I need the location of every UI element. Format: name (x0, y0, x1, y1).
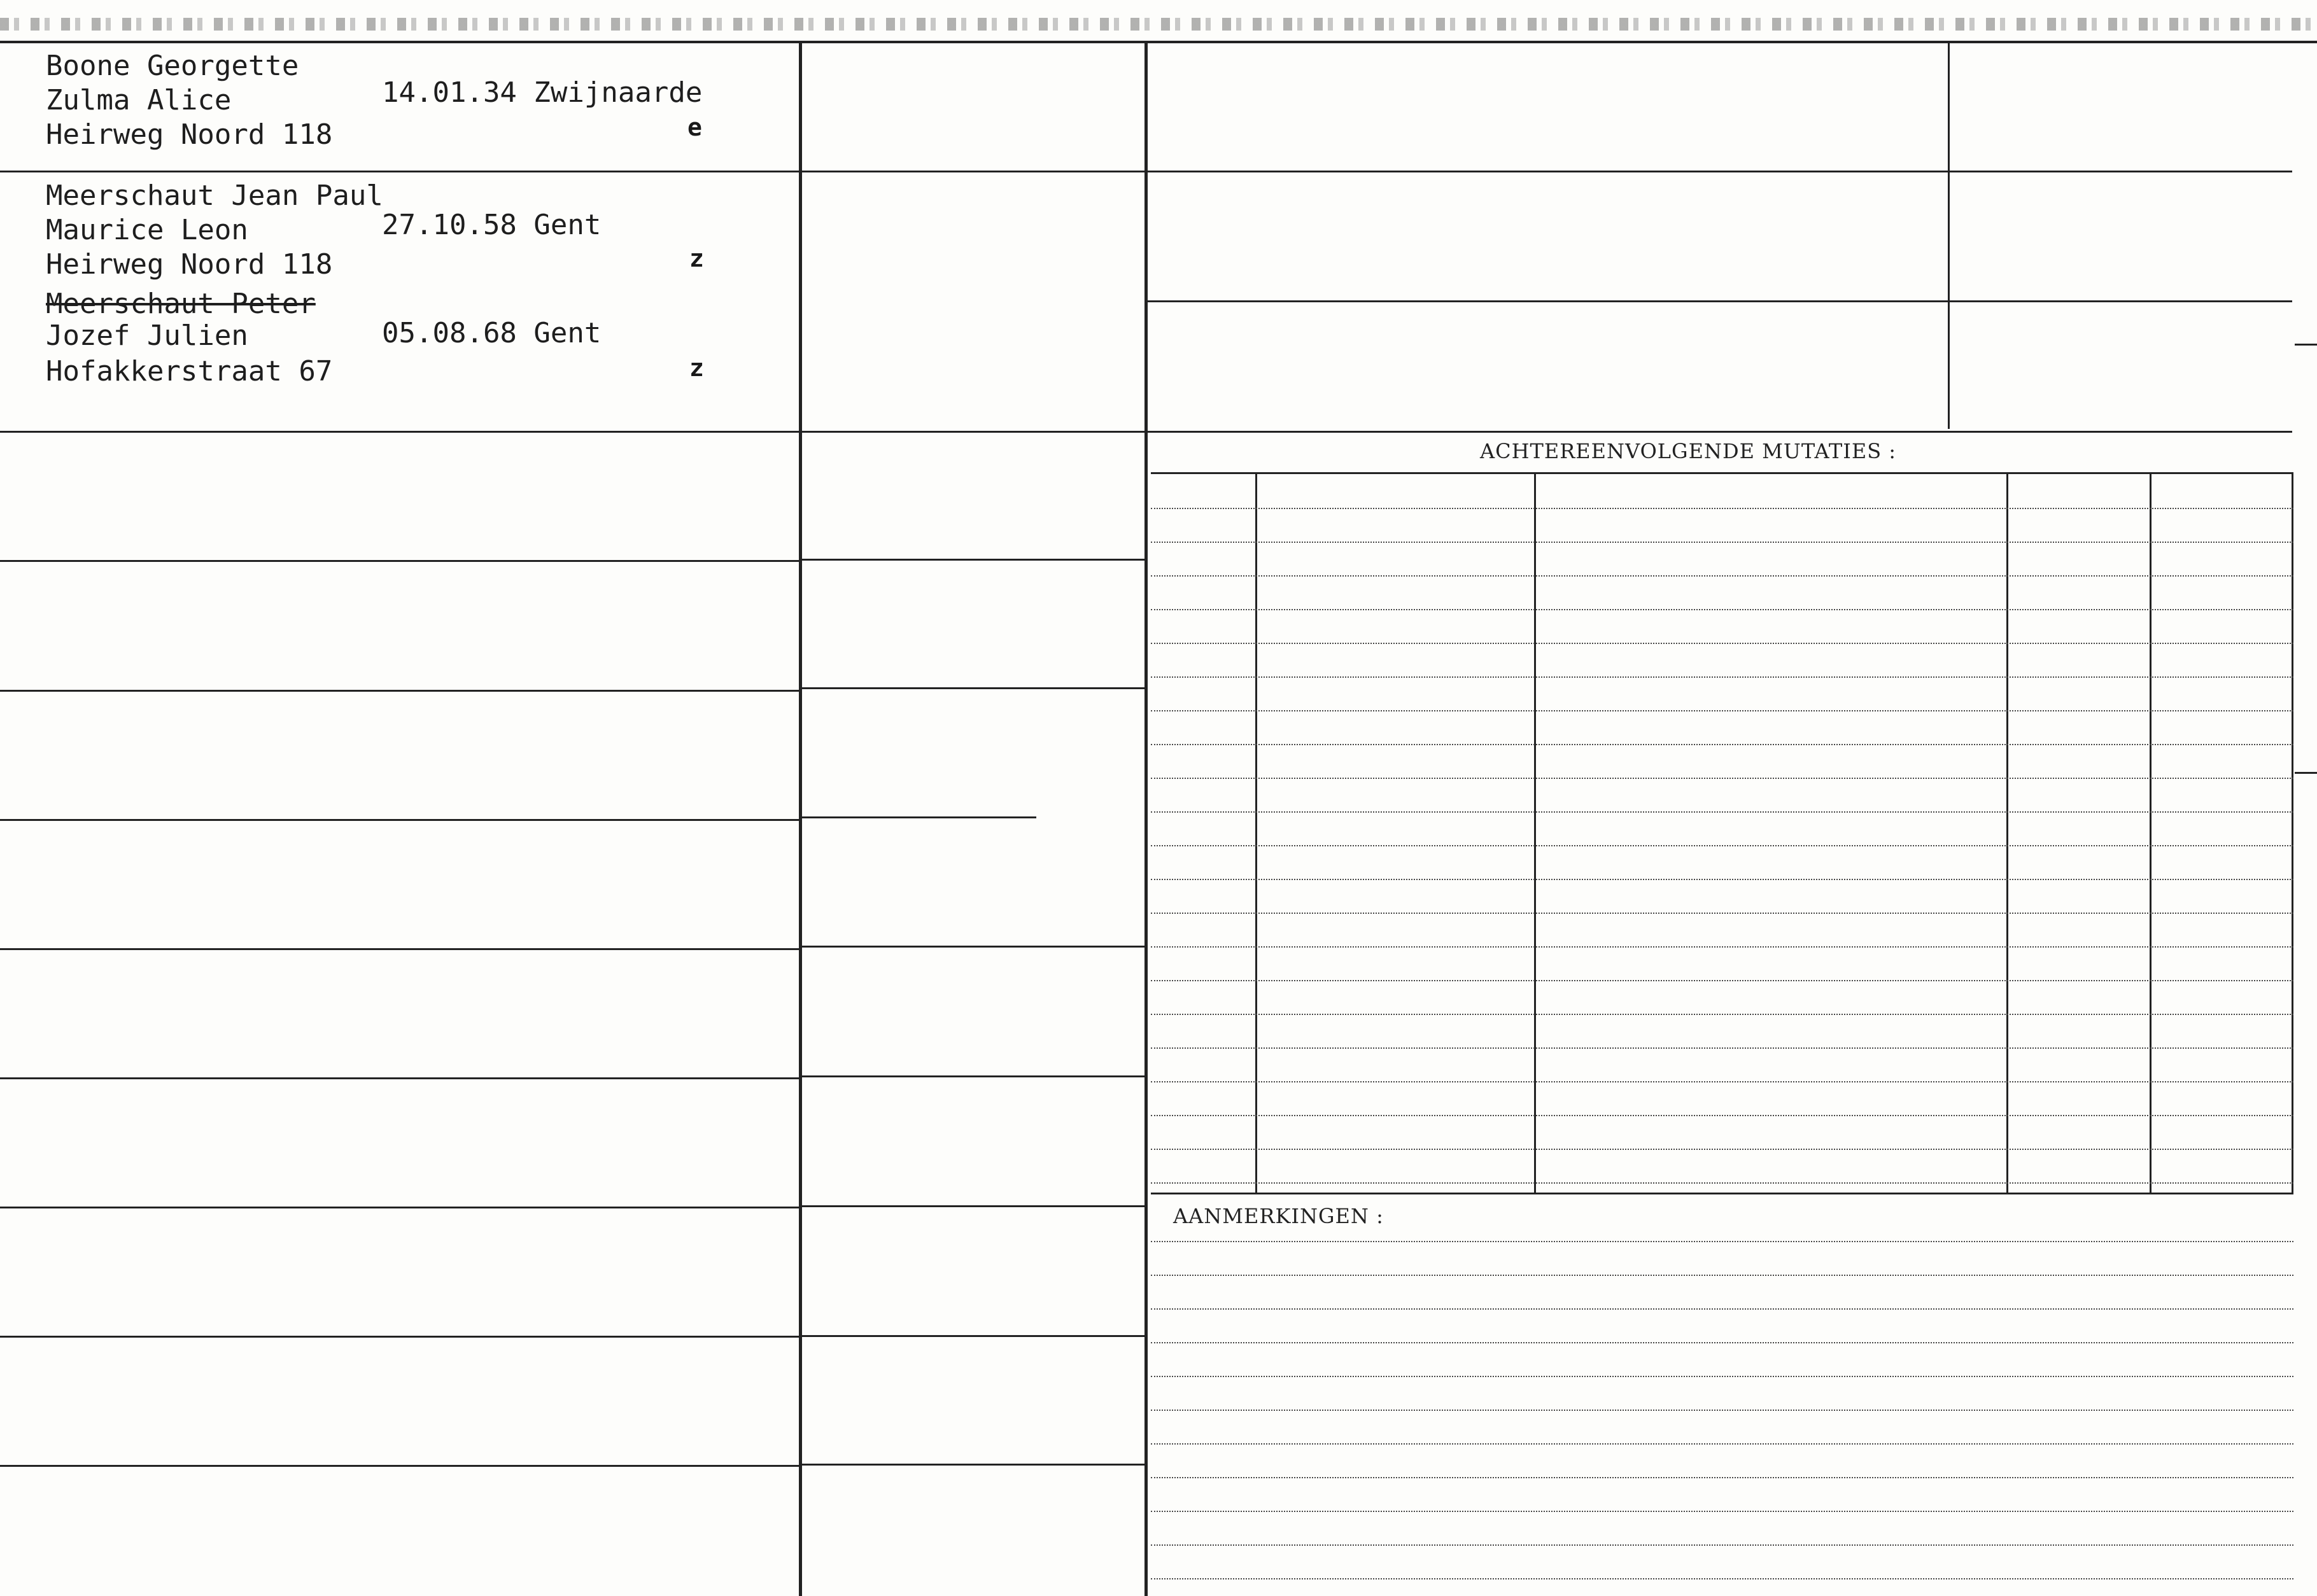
person-birth: 14.01.34 Zwijnaarde (382, 76, 703, 109)
remarks-ruled-line (1151, 1241, 2293, 1242)
mutations-header: ACHTEREENVOLGENDE MUTATIES : (1480, 439, 1897, 463)
row-line-left (0, 948, 799, 950)
mutations-ruled-line (1151, 1047, 2293, 1049)
row-line-left (0, 1207, 799, 1208)
row-line-left (0, 171, 799, 172)
edge-tick (2295, 772, 2317, 774)
row-line-mid (801, 1205, 1144, 1207)
mutations-col-divider (2292, 472, 2293, 1193)
mutations-ruled-line (1151, 946, 2293, 948)
mutations-table-bottom (1151, 1193, 2293, 1194)
mutations-ruled-line (1151, 1182, 2293, 1184)
row-line-mid (801, 1464, 1144, 1466)
mutations-ruled-line (1151, 845, 2293, 846)
person-given-names: Maurice Leon (46, 214, 248, 246)
mutations-ruled-line (1151, 1115, 2293, 1116)
person-address: Heirweg Noord 118 (46, 248, 333, 281)
mutations-ruled-line (1151, 811, 2293, 813)
mutations-table-top (1151, 472, 2293, 474)
row-line-mid (801, 1075, 1144, 1077)
person-birth: 27.10.58 Gent (382, 209, 602, 241)
person-name: Boone Georgette (46, 50, 299, 82)
person-name: Meerschaut Jean Paul (46, 179, 383, 212)
mutations-ruled-line (1151, 1149, 2293, 1150)
remarks-ruled-line (1151, 1578, 2293, 1579)
divider-col2 (1144, 41, 1148, 1596)
remarks-ruled-line (1151, 1544, 2293, 1546)
mutations-ruled-line (1151, 609, 2293, 610)
remarks-ruled-line (1151, 1308, 2293, 1310)
row-line-left (0, 560, 799, 562)
remarks-ruled-line (1151, 1275, 2293, 1276)
mutations-ruled-line (1151, 980, 2293, 981)
mutations-col-divider (1534, 472, 1536, 1193)
row-line-left (0, 1465, 799, 1467)
remarks-header: AANMERKINGEN : (1173, 1204, 1384, 1228)
edge-tick (2295, 344, 2317, 346)
mutations-ruled-line (1151, 1081, 2293, 1082)
divider-col1 (799, 41, 802, 1596)
row-line-left (0, 1077, 799, 1079)
row-line-mid (801, 1335, 1144, 1337)
row-line-mid (801, 816, 1036, 818)
person-given-names: Jozef Julien (46, 319, 248, 352)
divider-col3-top (1948, 41, 1950, 429)
person-code: e (687, 113, 702, 141)
mutations-ruled-line (1151, 778, 2293, 779)
row-line-right (1146, 300, 2292, 302)
row-line-right (1146, 431, 2292, 433)
mutations-ruled-line (1151, 508, 2293, 509)
mutations-ruled-line (1151, 710, 2293, 711)
mutations-ruled-line (1151, 542, 2293, 543)
person-address: Heirweg Noord 118 (46, 118, 333, 151)
mutations-ruled-line (1151, 676, 2293, 678)
person-code: z (689, 244, 704, 272)
remarks-ruled-line (1151, 1443, 2293, 1445)
row-line-left (0, 819, 799, 821)
mutations-ruled-line (1151, 1014, 2293, 1015)
remarks-ruled-line (1151, 1342, 2293, 1343)
row-line-mid (801, 687, 1144, 689)
mutations-col-divider (2150, 472, 2152, 1193)
person-code: z (689, 354, 704, 382)
mutations-ruled-line (1151, 643, 2293, 644)
remarks-ruled-line (1151, 1376, 2293, 1377)
row-line-right (1146, 171, 2292, 172)
mutations-col-divider (2006, 472, 2008, 1193)
row-line-mid (801, 559, 1144, 561)
row-line-left (0, 431, 799, 433)
mutations-col-divider (1255, 472, 1257, 1193)
mutations-ruled-line (1151, 575, 2293, 577)
person-birth: 05.08.68 Gent (382, 317, 602, 349)
person-given-names: Zulma Alice (46, 84, 232, 116)
top-border (0, 41, 2317, 43)
scan-edge-noise (0, 18, 2317, 31)
mutations-ruled-line (1151, 744, 2293, 745)
row-line-mid (801, 171, 1144, 172)
mutations-ruled-line (1151, 879, 2293, 880)
remarks-ruled-line (1151, 1410, 2293, 1411)
person-address: Hofakkerstraat 67 (46, 355, 333, 388)
person-name-struck: Meerschaut Peter (46, 288, 316, 320)
row-line-left (0, 690, 799, 692)
row-line-mid (801, 431, 1144, 433)
mutations-ruled-line (1151, 913, 2293, 914)
remarks-ruled-line (1151, 1477, 2293, 1478)
remarks-ruled-line (1151, 1511, 2293, 1512)
row-line-left (0, 1336, 799, 1338)
row-line-mid (801, 946, 1144, 948)
